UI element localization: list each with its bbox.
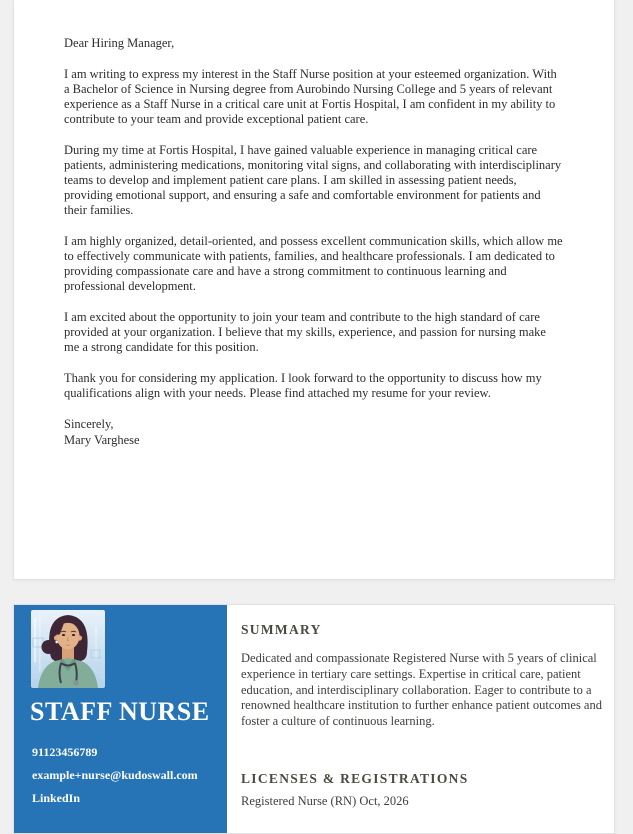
resume-sidebar	[14, 605, 227, 833]
contact-linkedin-link[interactable]: LinkedIn	[32, 791, 81, 805]
license-item: Registered Nurse (RN) Oct, 2026	[241, 793, 409, 808]
cover-letter-paragraph: During my time at Fortis Hospital, I have gained valuable experience in managing critical care patients, administering medications, monitoring vital signs, and collaborating with interdisciplinary teams to develop and implement patient care plans. I am skilled in assessing patient needs, providing emotional support, and ensuring a safe and comfortable environment for patients and their families.	[64, 143, 562, 217]
cover-letter-salutation: Dear Hiring Manager,	[64, 36, 175, 50]
cover-letter-paragraph: I am excited about the opportunity to join your team and contribute to the high standard of care provided at your organization. I believe that my skills, experience, and passion for nursing make me a strong candidate for this position.	[64, 310, 546, 354]
cover-letter-paragraph: Thank you for considering my application. I look forward to the opportunity to discuss how my qualifications align with your needs. Please find attached my resume for your review.	[64, 371, 542, 400]
cover-letter-paragraph: I am writing to express my interest in the Staff Nurse position at your esteemed organization. With a Bachelor of Science in Nursing degree from Aurobindo Nursing College and 5 years of relevant experience as a Staff Nurse in a critical care unit at Fortis Hospital, I am confident in my ability to contribute to your team and provide exceptional patient care.	[64, 67, 557, 126]
summary-text: Dedicated and compassionate Registered Nurse with 5 years of clinical experience in tertiary care settings. Expertise in critical care, patient education, and interdisciplinary collaboration. Eager to contribute to a renowned healthcare institution to further enhance patient outcomes and foster a culture of continuous learning.	[241, 651, 602, 729]
resume-main-column	[241, 621, 611, 809]
cover-letter-body	[14, 0, 614, 448]
nurse-avatar-illustration	[31, 610, 105, 688]
cover-letter-signature-name: Mary Varghese	[64, 432, 140, 447]
resume-preview-page	[13, 604, 615, 834]
job-title: STAFF NURSE	[30, 697, 210, 726]
cover-letter-paragraph: I am highly organized, detail-oriented, and possess excellent communication skills, which allow me to effectively communicate with patients, families, and healthcare professionals. I am dedicated to providing compassionate care and have a strong commitment to continuous learning and professional development.	[64, 234, 563, 293]
cover-letter-page	[13, 0, 615, 580]
contact-info	[32, 746, 219, 815]
licenses-heading: LICENSES & REGISTRATIONS	[241, 770, 469, 786]
summary-heading: SUMMARY	[241, 622, 322, 637]
contact-phone: 91123456789	[32, 745, 98, 759]
cover-letter-signature-block	[64, 417, 564, 448]
cover-letter-closing: Sincerely,	[64, 417, 114, 431]
profile-photo	[31, 610, 105, 688]
contact-email-link[interactable]: example+nurse@kudoswall.com	[32, 768, 198, 782]
